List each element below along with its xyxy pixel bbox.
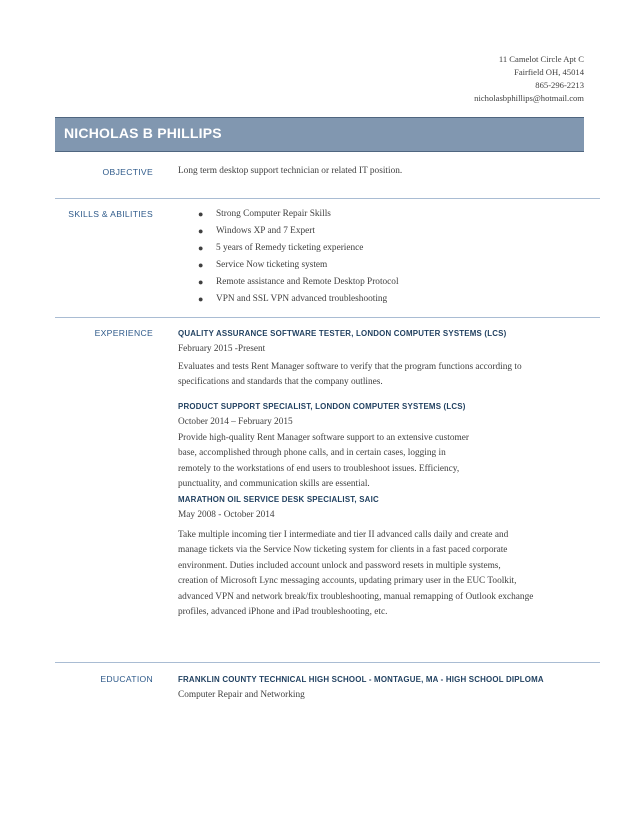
list-item: ● Strong Computer Repair Skills — [178, 206, 399, 223]
job-title: MARATHON OIL SERVICE DESK SPECIALIST, SAIC — [178, 495, 379, 504]
name-banner — [55, 117, 584, 152]
skills-label: SKILLS & ABILITIES — [68, 209, 153, 219]
job-title: PRODUCT SUPPORT SPECIALIST, LONDON COMPUTER SYSTEMS (LCS) — [178, 402, 466, 411]
bullet-icon: ● — [198, 226, 204, 236]
address-line-2: Fairfield OH, 45014 — [514, 67, 584, 77]
list-item: ● Windows XP and 7 Expert — [178, 223, 399, 240]
job-title: QUALITY ASSURANCE SOFTWARE TESTER, LONDON COMPUTER SYSTEMS (LCS) — [178, 329, 507, 338]
contact-block — [474, 53, 584, 105]
job-description: Provide high-quality Rent Manager software support to an extensive customer base, accomplished through phone calls, and in certain cases, logging in remotely to the workstations of end users to troubleshoot issues. Efficiency, punctuality, and communication skills are essential. — [178, 432, 469, 489]
experience-label: EXPERIENCE — [94, 328, 153, 338]
job-description: Evaluates and tests Rent Manager software to verify that the program functions according to specifications and standards that the company outlines. — [178, 361, 522, 387]
phone-number: 865-296-2213 — [535, 80, 584, 90]
address-line-1: 11 Camelot Circle Apt C — [498, 54, 584, 64]
objective-label: OBJECTIVE — [102, 167, 153, 177]
job-description: Take multiple incoming tier I intermediate and tier II advanced calls daily and create and manage tickets via the Service Now ticketing system for clients in a fast paced corporate environment. Duties included account unlock and password resets in multiple systems, creation of Microsoft Lync messaging accounts, updating primary user in the EUC Toolkit, advanced VPN and network break/fix troubleshooting, manual remapping of Outlook exchange profiles, advanced iPhone and iPad troubleshooting, etc. — [178, 529, 534, 617]
list-item: ● 5 years of Remedy ticketing experience — [178, 240, 399, 257]
bullet-icon: ● — [198, 260, 204, 270]
section-divider — [55, 317, 600, 318]
job-entry-2 — [178, 402, 598, 493]
section-divider — [55, 198, 600, 199]
email-address[interactable]: nicholasbphillips@hotmail.com — [474, 93, 584, 103]
education-entry — [178, 675, 598, 704]
objective-text: Long term desktop support technician or related IT position. — [178, 166, 403, 176]
list-item: ● VPN and SSL VPN advanced troubleshooting — [178, 291, 399, 308]
section-divider — [55, 662, 600, 663]
bullet-icon: ● — [198, 294, 204, 304]
bullet-icon: ● — [198, 243, 204, 253]
job-entry-3 — [178, 495, 598, 621]
skills-list — [178, 206, 399, 308]
applicant-name: NICHOLAS B PHILLIPS — [64, 125, 222, 141]
program-name: Computer Repair and Networking — [178, 690, 305, 700]
bullet-icon: ● — [198, 277, 204, 287]
school-name: FRANKLIN COUNTY TECHNICAL HIGH SCHOOL - MONTAGUE, MA - HIGH SCHOOL DIPLOMA — [178, 675, 544, 684]
job-dates: May 2008 - October 2014 — [178, 510, 275, 520]
job-dates: February 2015 -Present — [178, 344, 266, 354]
list-item: ● Remote assistance and Remote Desktop Protocol — [178, 274, 399, 291]
education-label: EDUCATION — [100, 674, 153, 684]
list-item: ● Service Now ticketing system — [178, 257, 399, 274]
job-dates: October 2014 – February 2015 — [178, 417, 293, 427]
job-entry-1 — [178, 329, 598, 391]
bullet-icon: ● — [198, 209, 204, 219]
